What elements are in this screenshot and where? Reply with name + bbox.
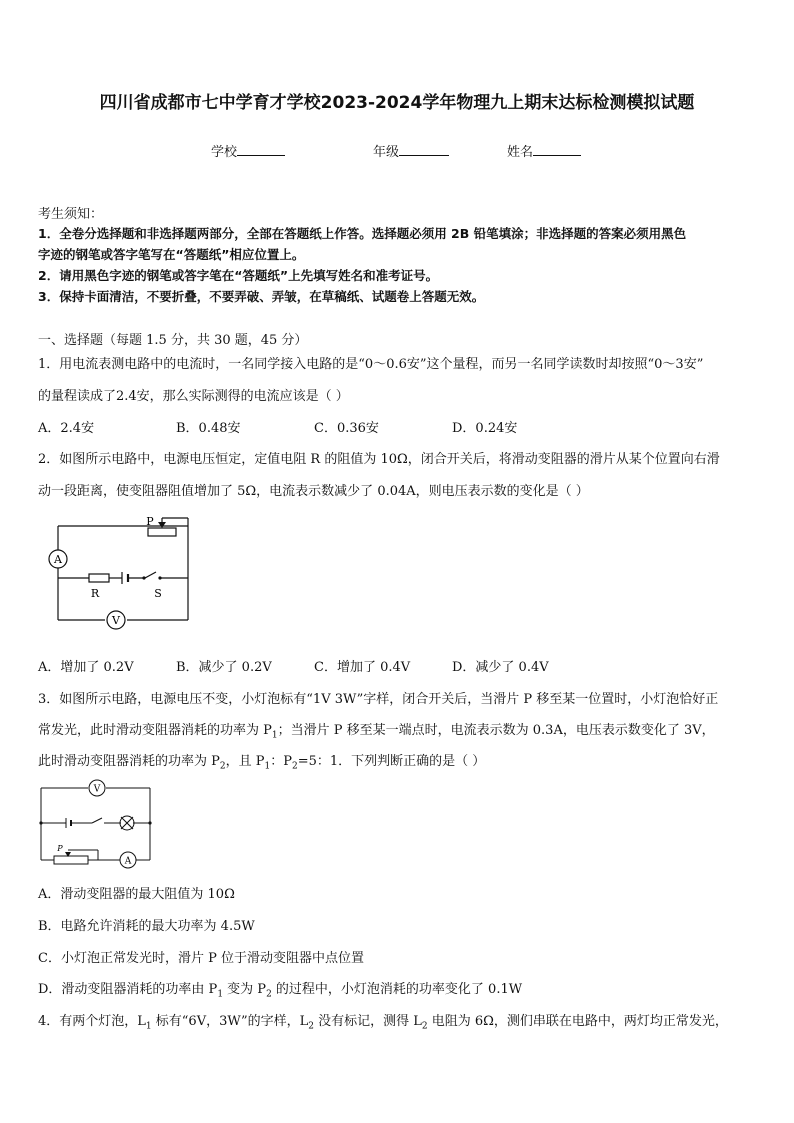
q3-text-cont-2: 此时滑动变阻器消耗的功率为 $P_2$，且 $P_1$：$P_2=5$：1．下列判断正确的是（ ） — [38, 754, 486, 772]
q1-option-d: D．0.24安 — [452, 421, 518, 436]
notice-item-1-cont: 字迹的钢笔或答字笔写在“答题纸”相应位置上。 — [38, 247, 305, 262]
notice-item-1: 1．全卷分选择题和非选择题两部分，全部在答题纸上作答。选择题必须用 2B 铅笔填涂；非选择题的答案必须用黑色 — [38, 226, 687, 241]
exam-title: 四川省成都市七中学育才学校2023-2024学年物理九上期末达标检测模拟试题 — [99, 93, 695, 113]
q2-resistor-label: R — [90, 587, 100, 600]
q1-option-b: B．0.48安 — [176, 421, 241, 436]
q2-circuit-diagram — [40, 512, 200, 634]
grade-field — [373, 141, 449, 160]
name-field — [507, 141, 581, 160]
school-field — [211, 141, 285, 160]
q2-option-d: D．减少了 0.4V — [452, 660, 549, 675]
q2-option-a: A．增加了 0.2V — [38, 660, 134, 675]
q2-text: 2．如图所示电路中，电源电压恒定，定值电阻 R 的阻值为 10Ω，闭合开关后，将滑动变阻器的滑片从某个位置向右滑 — [38, 452, 720, 467]
q3-ammeter-label: A — [124, 856, 132, 867]
q1-text-cont: 的量程读成了2.4安，那么实际测得的电流应该是（ ） — [38, 389, 349, 404]
notice-item-2: 2．请用黑色字迹的钢笔或答字笔在“答题纸”上先填写姓名和准考证号。 — [38, 268, 439, 283]
name-blank — [533, 143, 581, 156]
q3-voltmeter-label: V — [93, 784, 101, 795]
q4-text: 4．有两个灯泡，$L_1$ 标有“6V，3W”的字样，$L_2$ 没有标记，测得 $L_2$ 电阻为 6Ω，测们串联在电路中，两灯均正常发光， — [38, 1014, 728, 1032]
q1-option-a: A．2.4安 — [38, 421, 95, 436]
notice-item-3: 3．保持卡面清洁，不要折叠，不要弄破、弄皱，在草稿纸、试题卷上答题无效。 — [38, 289, 485, 304]
q2-option-b: B．减少了 0.2V — [176, 660, 272, 675]
q2-text-cont: 动一段距离，使变阻器阻值增加了 5Ω，电流表示数减少了 0.04A，则电压表示数的变化是（ ） — [38, 484, 589, 499]
q2-switch-label: S — [154, 587, 162, 600]
q3-option-c: C．小灯泡正常发光时，滑片 P 位于滑动变阻器中点位置 — [38, 951, 364, 966]
grade-label: 年级 — [373, 145, 400, 160]
q3-option-a: A．滑动变阻器的最大阻值为 10Ω — [38, 887, 235, 902]
q3-option-b: B．电路允许消耗的最大功率为 4.5W — [38, 919, 255, 934]
q3-option-d: D．滑动变阻器消耗的功率由 $P_1$ 变为 $P_2$ 的过程中，小灯泡消耗的功率变化了 0.1W — [38, 982, 523, 1000]
q2-ammeter-label: A — [54, 553, 62, 566]
school-blank — [237, 143, 285, 156]
q2-option-c: C．增加了 0.4V — [314, 660, 411, 675]
q3-text-cont: 常发光，此时滑动变阻器消耗的功率为 $P_1$；当滑片 P 移至某一端点时，电流表示数为 0.3A，电压表示数变化了 3V， — [38, 723, 715, 741]
section-heading: 一、选择题（每题 1.5 分，共 30 题，45 分） — [38, 333, 308, 348]
q3-circuit-diagram — [38, 778, 156, 870]
grade-blank — [399, 143, 449, 156]
q2-voltmeter-label: V — [112, 614, 120, 627]
name-label: 姓名 — [507, 145, 534, 160]
q3-slider-label: P — [57, 844, 63, 853]
q2-slider-label: P — [146, 515, 154, 528]
school-label: 学校 — [211, 145, 238, 160]
q1-option-c: C．0.36安 — [314, 421, 379, 436]
q3-text: 3．如图所示电路，电源电压不变，小灯泡标有“1V 3W”字样，闭合开关后，当滑片 P 移至某一位置时，小灯泡恰好正 — [38, 692, 719, 707]
q1-text: 1．用电流表测电路中的电流时，一名同学接入电路的是“0～0.6安”这个量程，而另一名同学读数时却按照“0～3安” — [38, 357, 704, 372]
notice-heading: 考生须知： — [38, 207, 104, 222]
